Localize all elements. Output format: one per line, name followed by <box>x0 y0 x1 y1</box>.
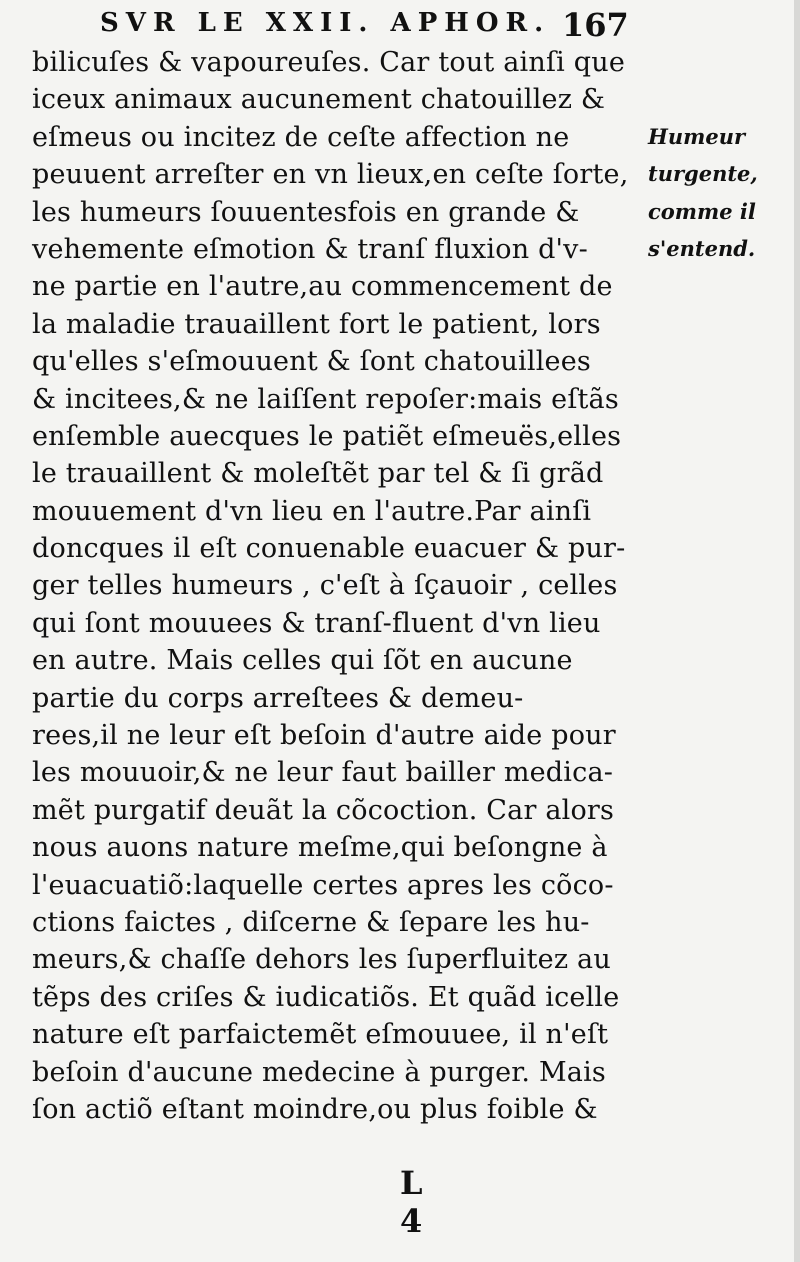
signature-mark: L 4 <box>400 1164 445 1240</box>
text-line: en autre. Mais celles qui ſõt en aucune <box>32 645 573 677</box>
text-line: meurs,& chaſſe dehors les ſuperfluitez au <box>32 944 611 976</box>
margin-note-line: Humeur <box>648 124 746 149</box>
text-line: rees,il ne leur eſt beſoin d'autre aide pour <box>32 720 616 752</box>
text-line: mouuement d'vn lieu en l'autre.Par ainſi <box>32 495 592 527</box>
margin-note-line: s'entend. <box>648 236 756 262</box>
text-line: eſmeus ou incitez de ceſte affection ne <box>32 121 570 153</box>
text-line: qu'elles s'eſmouuent & ſont chatouillees <box>32 346 591 378</box>
text-line: qui ſont mouuees & tranſ-fluent d'vn lieu <box>32 607 601 639</box>
text-line: & incitees,& ne laiſſent repoſer:mais eſtãs <box>32 383 619 415</box>
text-line: vehemente eſmotion & tranſ fluxion d'v- <box>32 233 588 265</box>
text-line: tẽps des criſes & iudicatiõs. Et quãd icelle <box>32 981 620 1013</box>
text-line: beſoin d'aucune medecine à purger. Mais <box>32 1056 606 1088</box>
margin-note <box>648 118 796 268</box>
text-line: ger telles humeurs , c'eſt à ſçauoir , celles <box>32 570 618 602</box>
text-line: ne partie en l'autre,au commencement de <box>32 271 613 303</box>
page-number: 167 <box>562 6 629 44</box>
text-line: mẽt purgatif deuãt la cõcoction. Car alors <box>32 794 615 826</box>
text-line: les humeurs ſouuentesfois en grande & <box>32 196 580 228</box>
page-footer <box>400 1164 520 1240</box>
running-head: SVR LE XXII. APHOR. <box>100 8 551 38</box>
text-line: partie du corps arreſtees & demeu- <box>32 682 524 714</box>
text-line: bilicuſes & vapoureuſes. Car tout ainſi que <box>32 47 626 78</box>
text-line: peuuent arreſter en vn lieux,en ceſte ſorte, <box>32 159 629 191</box>
margin-note-line: turgente, <box>648 161 758 187</box>
text-line: le trauaillent & moleſtẽt par tel & ſi grãd <box>32 458 604 490</box>
text-line: nature eſt parfaictemẽt eſmouuee, il n'eſt <box>32 1019 609 1051</box>
text-line: ſon actiõ eſtant moindre,ou plus foible & <box>32 1093 598 1125</box>
page-header <box>100 4 650 44</box>
text-line: la maladie trauaillent fort le patient, lors <box>32 308 601 340</box>
text-line: ctions faictes , diſcerne & ſepare les hu- <box>32 906 590 938</box>
text-line: l'euacuatiõ:laquelle certes apres les cõco- <box>32 869 614 901</box>
body-text <box>32 44 644 1128</box>
margin-note-line: comme il <box>648 198 756 224</box>
text-line: les mouuoir,& ne leur faut bailler medica- <box>32 757 614 789</box>
text-line: doncques il eſt conuenable euacuer & pur- <box>32 533 626 565</box>
text-line: enſemble auecques le patiẽt eſmeuës,elles <box>32 420 622 452</box>
text-line: iceux animaux aucunement chatouillez & <box>32 84 606 116</box>
text-line: nous auons nature meſme,qui beſongne à <box>32 832 608 864</box>
